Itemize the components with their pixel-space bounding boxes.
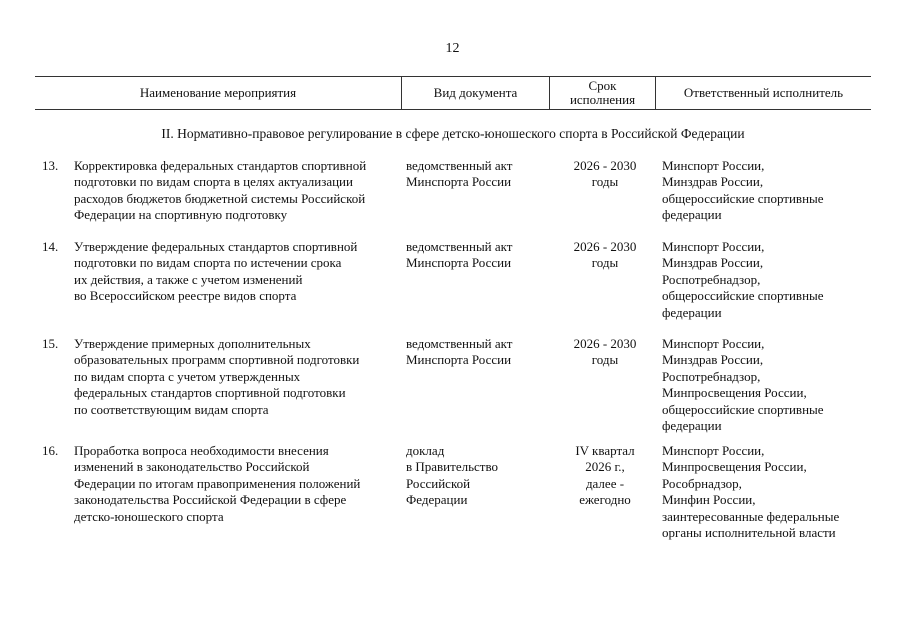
header-deadline-line2: исполнения <box>569 92 636 107</box>
text-line: детско-юношеского спорта <box>74 508 224 524</box>
text-line: заинтересованные федеральные <box>662 508 840 524</box>
deadline <box>560 443 650 509</box>
text-line: общероссийские спортивные <box>662 401 824 417</box>
deadline <box>560 239 650 272</box>
text-line: Минздрав России, <box>662 174 764 190</box>
text-line: 2026 - 2030 <box>573 158 637 173</box>
text-line: Минспорт России, <box>662 443 765 458</box>
header-event-name: Наименование мероприятия <box>139 85 297 100</box>
event-name <box>74 443 396 525</box>
text-line: федерации <box>662 304 722 320</box>
text-line: ведомственный акт <box>406 336 513 351</box>
row-number: 15. <box>42 336 59 351</box>
text-line: Утверждение примерных дополнительных <box>74 336 311 351</box>
text-line: расходов бюджетов бюджетной системы Российской <box>74 190 366 206</box>
text-line: Минспорт России, <box>662 158 765 173</box>
text-line: далее - <box>585 475 625 491</box>
text-line: федерации <box>662 207 722 223</box>
text-line: Федерации <box>406 492 468 508</box>
text-line: в Правительство <box>406 459 499 475</box>
text-line: общероссийские спортивные <box>662 190 824 206</box>
text-line: Рособрнадзор, <box>662 475 742 491</box>
text-line: законодательства Российской Федерации в сфере <box>74 492 347 508</box>
responsible <box>662 443 874 541</box>
header-document-type: Вид документа <box>433 85 518 100</box>
text-line: Российской <box>406 475 471 491</box>
document-type <box>406 158 546 191</box>
text-line: Минспорт России, <box>662 239 765 254</box>
text-line: по соответствующим видам спорта <box>74 401 269 417</box>
text-line: 2026 - 2030 <box>573 239 637 254</box>
text-line: Федерации на спортивную подготовку <box>74 207 288 223</box>
text-line: органы исполнительной власти <box>662 525 836 541</box>
text-line: годы <box>591 174 619 190</box>
text-line: Роспотребнадзор, <box>662 271 761 287</box>
text-line: изменений в законодательство Российской <box>74 459 310 475</box>
text-line: подготовки по видам спорта по истечении срока <box>74 255 342 271</box>
text-line: федеральных стандартов спортивной подготовки <box>74 385 346 401</box>
text-line: Минздрав России, <box>662 352 764 368</box>
document-type <box>406 239 546 272</box>
text-line: Минспорта России <box>406 255 512 271</box>
event-name <box>74 336 396 418</box>
row-number: 16. <box>42 443 59 458</box>
deadline <box>560 336 650 369</box>
text-line: подготовки по видам спорта в целях актуализации <box>74 174 353 190</box>
responsible <box>662 158 874 224</box>
page-number: 12 <box>445 41 460 56</box>
text-line: Утверждение федеральных стандартов спортивной <box>74 239 358 254</box>
text-line: Минздрав России, <box>662 255 764 271</box>
header-deadline <box>550 77 655 109</box>
text-line: образовательных программ спортивной подготовки <box>74 352 360 368</box>
text-line: годы <box>591 352 619 368</box>
text-line: Минспорта России <box>406 352 512 368</box>
text-line: ежегодно <box>579 492 631 508</box>
text-line: федерации <box>662 418 722 434</box>
text-line: общероссийские спортивные <box>662 288 824 304</box>
text-line: Федерации по итогам правоприменения положений <box>74 475 361 491</box>
section-title: II. Нормативно-правовое регулирование в сфере детско-юношеского спорта в Российской Федерации <box>161 126 745 141</box>
text-line: Корректировка федеральных стандартов спортивной <box>74 158 367 173</box>
row-number: 14. <box>42 239 59 254</box>
text-line: ведомственный акт <box>406 239 513 254</box>
header-deadline-line1: Срок <box>588 78 617 93</box>
responsible <box>662 336 874 434</box>
text-line: Минпросвещения России, <box>662 459 807 475</box>
text-line: Минспорт России, <box>662 336 765 351</box>
text-line: Проработка вопроса необходимости внесения <box>74 443 329 458</box>
text-line: годы <box>591 255 619 271</box>
text-line: Минфин России, <box>662 492 756 508</box>
row-number: 13. <box>42 158 59 173</box>
event-name <box>74 239 396 305</box>
text-line: доклад <box>406 443 445 458</box>
text-line: во Всероссийском реестре видов спорта <box>74 288 297 304</box>
header-responsible: Ответственный исполнитель <box>683 85 844 100</box>
document-type <box>406 336 546 369</box>
table-header <box>35 76 871 110</box>
document-type <box>406 443 546 509</box>
text-line: по видам спорта с учетом утвержденных <box>74 368 301 384</box>
event-name <box>74 158 396 224</box>
text-line: Минспорта России <box>406 174 512 190</box>
text-line: Роспотребнадзор, <box>662 368 761 384</box>
text-line: ведомственный акт <box>406 158 513 173</box>
text-line: 2026 г., <box>585 459 625 475</box>
text-line: 2026 - 2030 <box>573 336 637 351</box>
text-line: IV квартал <box>575 443 635 458</box>
responsible <box>662 239 874 321</box>
text-line: Минпросвещения России, <box>662 385 807 401</box>
deadline <box>560 158 650 191</box>
text-line: их действия, а также с учетом изменений <box>74 271 303 287</box>
